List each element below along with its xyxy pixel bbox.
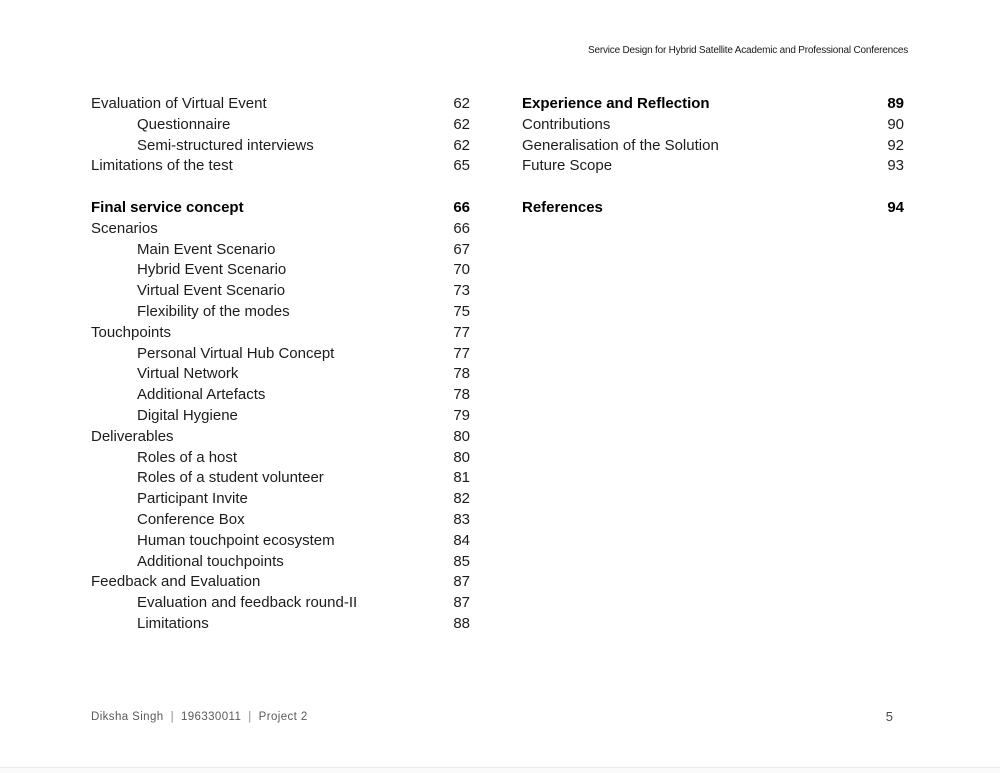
- toc-entry-label: Virtual Event Scenario: [137, 282, 286, 300]
- toc-entry-label: Additional Artefacts: [137, 386, 266, 404]
- toc-entry-label: Future Scope: [522, 157, 613, 175]
- toc-entry: [522, 198, 904, 219]
- toc-entry: [91, 260, 470, 281]
- toc-entry: [91, 198, 470, 219]
- running-header-title: Service Design for Hybrid Satellite Academic and Professional Conferences: [587, 45, 908, 56]
- toc-entry-page: 81: [453, 469, 470, 487]
- toc-entry-page: 66: [453, 219, 470, 237]
- toc-entry-label: Human touchpoint ecosystem: [137, 531, 335, 549]
- toc-entry-label: Digital Hygiene: [137, 406, 238, 424]
- toc-entry-label: Limitations of the test: [91, 157, 233, 175]
- toc-entry-page: 87: [453, 594, 470, 612]
- footer-author: Diksha Singh: [91, 711, 164, 723]
- toc-section: [91, 198, 470, 635]
- footer-separator: |: [248, 711, 252, 723]
- toc-entry-page: 84: [453, 531, 470, 549]
- toc-entry-page: 80: [453, 427, 470, 445]
- toc-entry-label: Deliverables: [91, 427, 174, 445]
- toc-entry-label: Roles of a student volunteer: [137, 469, 324, 487]
- toc-entry-page: 62: [453, 95, 470, 112]
- toc-entry: [91, 552, 470, 573]
- toc-entry-page: 89: [887, 95, 904, 112]
- toc-entry: [91, 219, 470, 240]
- toc-entry: [91, 427, 470, 448]
- toc-entry-label: Semi-structured interviews: [137, 136, 314, 154]
- footer-student-id: 196330011: [180, 711, 242, 723]
- toc-entry-page: 67: [453, 240, 470, 258]
- toc-entry-label: Hybrid Event Scenario: [137, 261, 287, 279]
- toc-entry-label: Generalisation of the Solution: [522, 136, 719, 154]
- toc-entry-label: Additional touchpoints: [137, 552, 284, 570]
- footer-separator: |: [170, 711, 174, 723]
- toc-entry-page: 75: [453, 302, 470, 320]
- toc-entry-label: Scenarios: [91, 219, 158, 237]
- toc-entry-page: 92: [887, 136, 904, 154]
- page-bottom-edge: [0, 767, 1000, 773]
- toc-entry-page: 65: [453, 157, 470, 175]
- toc-entry-page: 78: [453, 386, 470, 404]
- toc-entry: [91, 614, 470, 635]
- footer-project: Project 2: [258, 711, 308, 723]
- toc-entry-label: Contributions: [522, 115, 611, 133]
- toc-entry-label: Experience and Reflection: [522, 95, 710, 112]
- toc-entry: [91, 531, 470, 552]
- running-header: [588, 45, 908, 56]
- toc-column-left: [91, 94, 470, 656]
- toc-entry-page: 79: [453, 406, 470, 424]
- toc-entry-label: Evaluation of Virtual Event: [91, 95, 267, 112]
- toc-entry-page: 73: [453, 282, 470, 300]
- toc-entry-page: 85: [453, 552, 470, 570]
- toc-entry: [522, 136, 904, 157]
- toc-section: [522, 94, 904, 177]
- toc-entry-page: 66: [453, 198, 470, 216]
- toc-entry: [91, 510, 470, 531]
- toc-entry-page: 62: [453, 115, 470, 133]
- toc-entry-page: 93: [887, 157, 904, 175]
- toc-entry-page: 78: [453, 365, 470, 383]
- toc-entry: [91, 385, 470, 406]
- toc-entry: [91, 323, 470, 344]
- toc-entry-page: 90: [887, 115, 904, 133]
- toc-entry-label: Final service concept: [91, 198, 244, 216]
- toc-entry-page: 87: [453, 573, 470, 591]
- toc-entry-label: Questionnaire: [137, 115, 231, 133]
- toc-entry-page: 77: [453, 344, 470, 362]
- toc-entry: [91, 344, 470, 365]
- toc-entry: [522, 156, 904, 177]
- toc-entry: [91, 156, 470, 177]
- toc-entry-page: 83: [453, 510, 470, 528]
- toc-entry-label: References: [522, 198, 603, 216]
- toc-entry-label: Participant Invite: [137, 490, 248, 508]
- toc-section: [522, 198, 904, 219]
- toc-entry: [91, 302, 470, 323]
- footer-author-info: [91, 711, 308, 723]
- toc-entry: [522, 94, 904, 115]
- toc-entry: [91, 136, 470, 157]
- toc-entry: [91, 281, 470, 302]
- toc-entry: [91, 240, 470, 261]
- toc-column-right: [522, 94, 904, 240]
- toc-entry: [91, 115, 470, 136]
- toc-entry: [91, 364, 470, 385]
- toc-entry-label: Virtual Network: [137, 365, 239, 383]
- toc-entry: [91, 406, 470, 427]
- toc-entry-label: Limitations: [137, 614, 209, 632]
- toc-entry-label: Feedback and Evaluation: [91, 573, 261, 591]
- toc-section: [91, 94, 470, 177]
- toc-entry-label: Evaluation and feedback round-II: [137, 594, 358, 612]
- toc-entry-label: Touchpoints: [91, 323, 172, 341]
- toc-entry: [91, 94, 470, 115]
- toc-entry-page: 88: [453, 614, 470, 632]
- toc-entry: [91, 489, 470, 510]
- toc-entry: [91, 468, 470, 489]
- toc-entry: [91, 593, 470, 614]
- toc-entry-page: 94: [887, 198, 904, 216]
- toc-entry-page: 82: [453, 490, 470, 508]
- toc-entry-page: 77: [453, 323, 470, 341]
- toc-entry-label: Main Event Scenario: [137, 240, 276, 258]
- toc-entry: [522, 115, 904, 136]
- toc-entry-label: Flexibility of the modes: [137, 302, 290, 320]
- toc-entry-label: Personal Virtual Hub Concept: [137, 344, 335, 362]
- toc-entry-label: Roles of a host: [137, 448, 238, 466]
- toc-entry-page: 70: [453, 261, 470, 279]
- page-number: 5: [885, 709, 893, 724]
- toc-entry-page: 62: [453, 136, 470, 154]
- toc-entry-page: 80: [453, 448, 470, 466]
- toc-entry: [91, 572, 470, 593]
- toc-entry: [91, 448, 470, 469]
- toc-entry-label: Conference Box: [137, 510, 245, 528]
